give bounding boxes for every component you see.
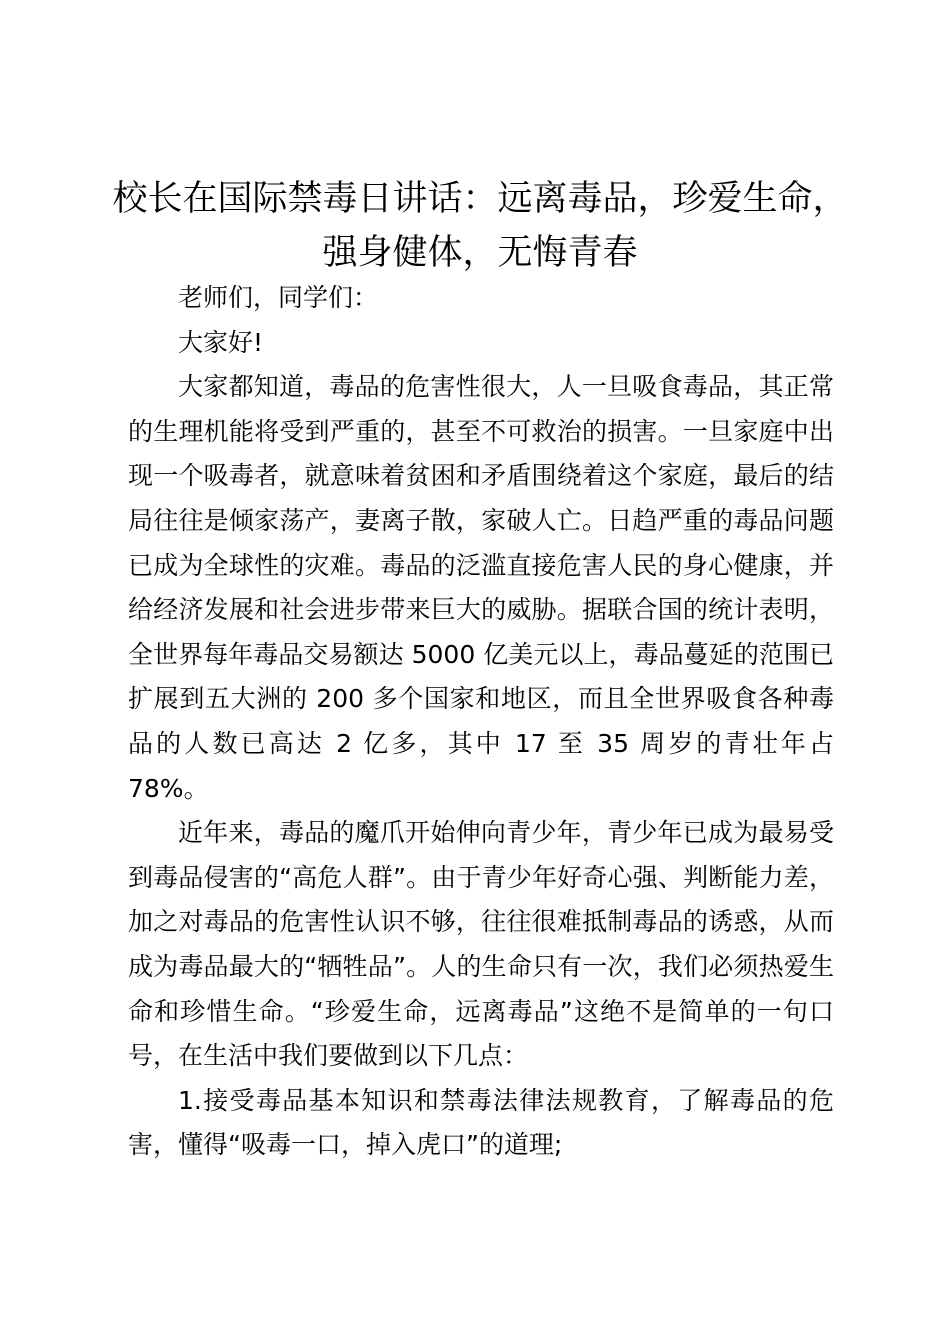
body-paragraph: 大家都知道，毒品的危害性很大，人一旦吸食毒品，其正常的生理机能将受到严重的，甚至不可救治的损害。一旦家庭中出现一个吸毒者，就意味着贫困和矛盾围绕着这个家庭，最后的结局往往是倾家荡产，妻离子散，家破人亡。日趋严重的毒品问题已成为全球性的灾难。毒品的泛滥直接危害人民的身心健康，并给经济发展和社会进步带来巨大的威胁。据联合国的统计表明，全世界每年毒品交易额达 5000 亿美元以上，毒品蔓延的范围已扩展到五大洲的 200 多个国家和地区，而且全世界吸食各种毒品的人数已高达 2 亿多，其中 17 至 35 周岁的青壮年占 78%。	[128, 372, 834, 803]
greeting-line: 老师们，同学们：	[178, 283, 379, 312]
document-body	[128, 276, 834, 1168]
list-item: 1.接受毒品基本知识和禁毒法律法规教育，了解毒品的危害，懂得“吸毒一口，掉入虎口”的道理;	[128, 1085, 834, 1160]
body-paragraph: 近年来，毒品的魔爪开始伸向青少年，青少年已成为最易受到毒品侵害的“高危人群”。由于青少年好奇心强、判断能力差，加之对毒品的危害性认识不够，往往很难抵制毒品的诱惑，从而成为毒品最大的“牺牲品”。人的生命只有一次，我们必须热爱生命和珍惜生命。“珍爱生命，远离毒品”这绝不是简单的一句口号，在生活中我们要做到以下几点：	[128, 818, 834, 1071]
salutation-line: 大家好!	[178, 327, 264, 357]
document-title: 校长在国际禁毒日讲话：远离毒品，珍爱生命，强身健体，无悔青春	[112, 179, 848, 273]
